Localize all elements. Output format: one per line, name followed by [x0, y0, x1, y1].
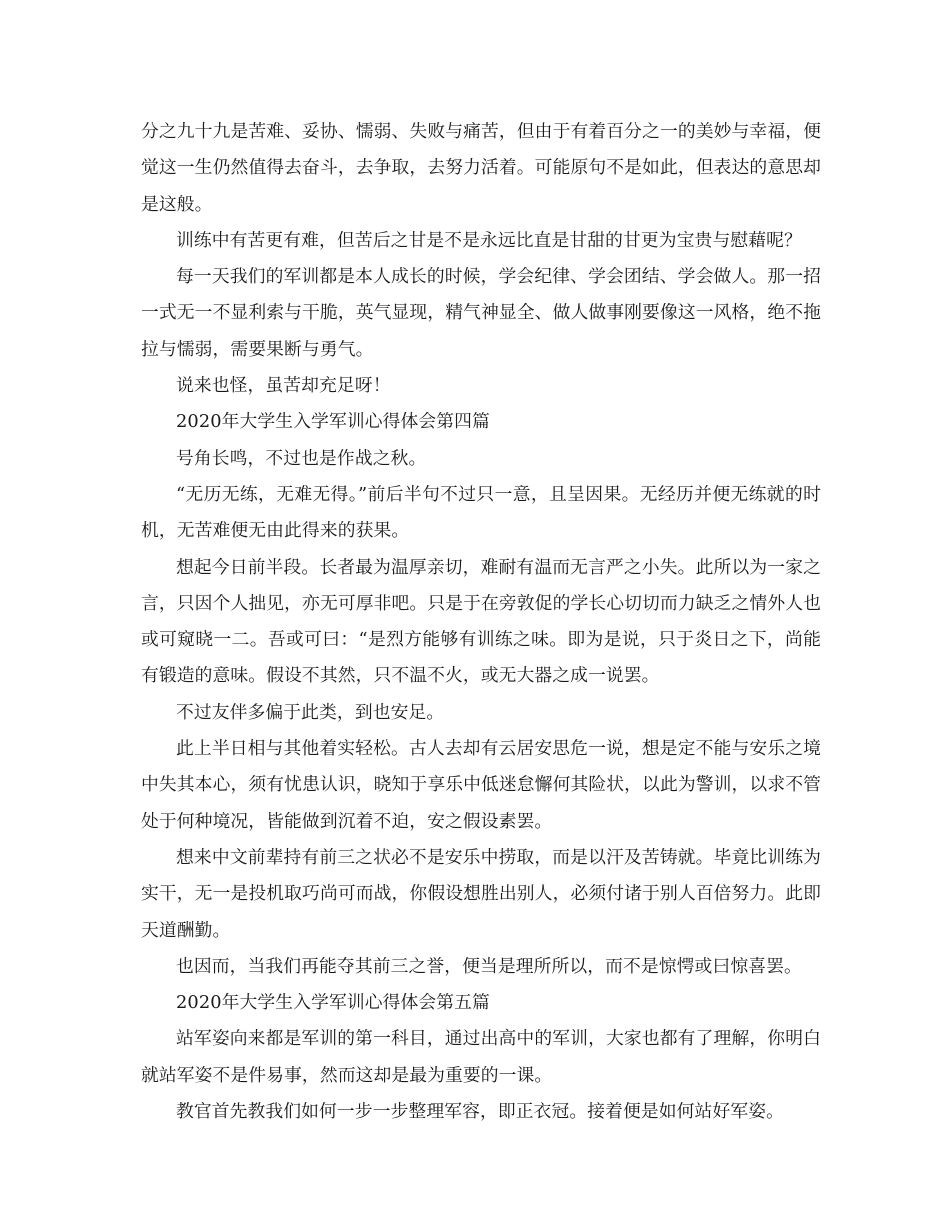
paragraph: 想来中文前辈持有前三之状必不是安乐中捞取，而是以汗及苦铸就。毕竟比训练为实干，无一是投机取巧尚可而战，你假设想胜出别人，必须付诸于别人百倍努力。此即天道酬勤。: [141, 846, 821, 941]
paragraph: 站军姿向来都是军训的第一科目，通过出高中的军训，大家也都有了理解，你明白就站军姿不是件易事，然而这却是最为重要的一课。: [141, 1028, 821, 1086]
paragraph: 每一天我们的军训都是本人成长的时候，学会纪律、学会团结、学会做人。那一招一式无一不显利索与干脆，英气显现，精气神显全、做人做事刚要像这一风格，绝不拖拉与懦弱，需要果断与勇气。: [141, 266, 821, 360]
section-heading: 2020年大学生入学军训心得体会第五篇: [176, 992, 490, 1014]
paragraph: 教官首先教我们如何一步一步整理军容，即正衣冠。接着便是如何站好军姿。: [176, 1101, 784, 1123]
paragraph-continuation: 分之九十九是苦难、妥协、懦弱、失败与痛苦，但由于有着百分之一的美妙与幸福，便觉这一生仍然值得去奋斗，去争取，去努力活着。可能原句不是如此，但表达的意思却是这般。: [141, 121, 821, 215]
paragraph: 说来也怪，虽苦却充足呀！: [176, 375, 391, 397]
section-heading: 2020年大学生入学军训心得体会第四篇: [176, 411, 490, 433]
paragraph: 不过友伴多偏于此类，到也安足。: [176, 701, 445, 723]
paragraph: 号角长鸣，不过也是作战之秋。: [176, 447, 427, 469]
paragraph: 此上半日相与其他着实轻松。古人去却有云居安思危一说，想是定不能与安乐之境中失其本心，须有忧患认识，晓知于享乐中低迷怠懈何其险状，以此为警训，以求不管处于何种境况，皆能做到沉着不迫，安之假设素罢。: [141, 738, 821, 832]
paragraph: 也因而，当我们再能夺其前三之誉，便当是理所所以，而不是惊愕或曰惊喜罢。: [176, 955, 802, 977]
document-body: [141, 114, 821, 1130]
paragraph: 想起今日前半段。长者最为温厚亲切，难耐有温而无言严之小失。此所以为一家之言，只因个人拙见，亦无可厚非吧。只是于在旁敦促的学长心切切而力缺乏之情外人也或可窥晓一二。吾或可曰：“是烈方能够有训练之味。即为是说，只于炎日之下，尚能有锻造的意味。假设不其然，只不温不火，或无大器之成一说罢。: [141, 556, 821, 687]
paragraph: 训练中有苦更有难，但苦后之甘是不是永远比直是甘甜的甘更为宝贵与慰藉呢？: [176, 229, 802, 251]
paragraph: “无历无练，无难无得。”前后半句不过只一意，且呈因果。无经历并便无练就的时机，无苦难便无由此得来的获果。: [141, 483, 821, 542]
